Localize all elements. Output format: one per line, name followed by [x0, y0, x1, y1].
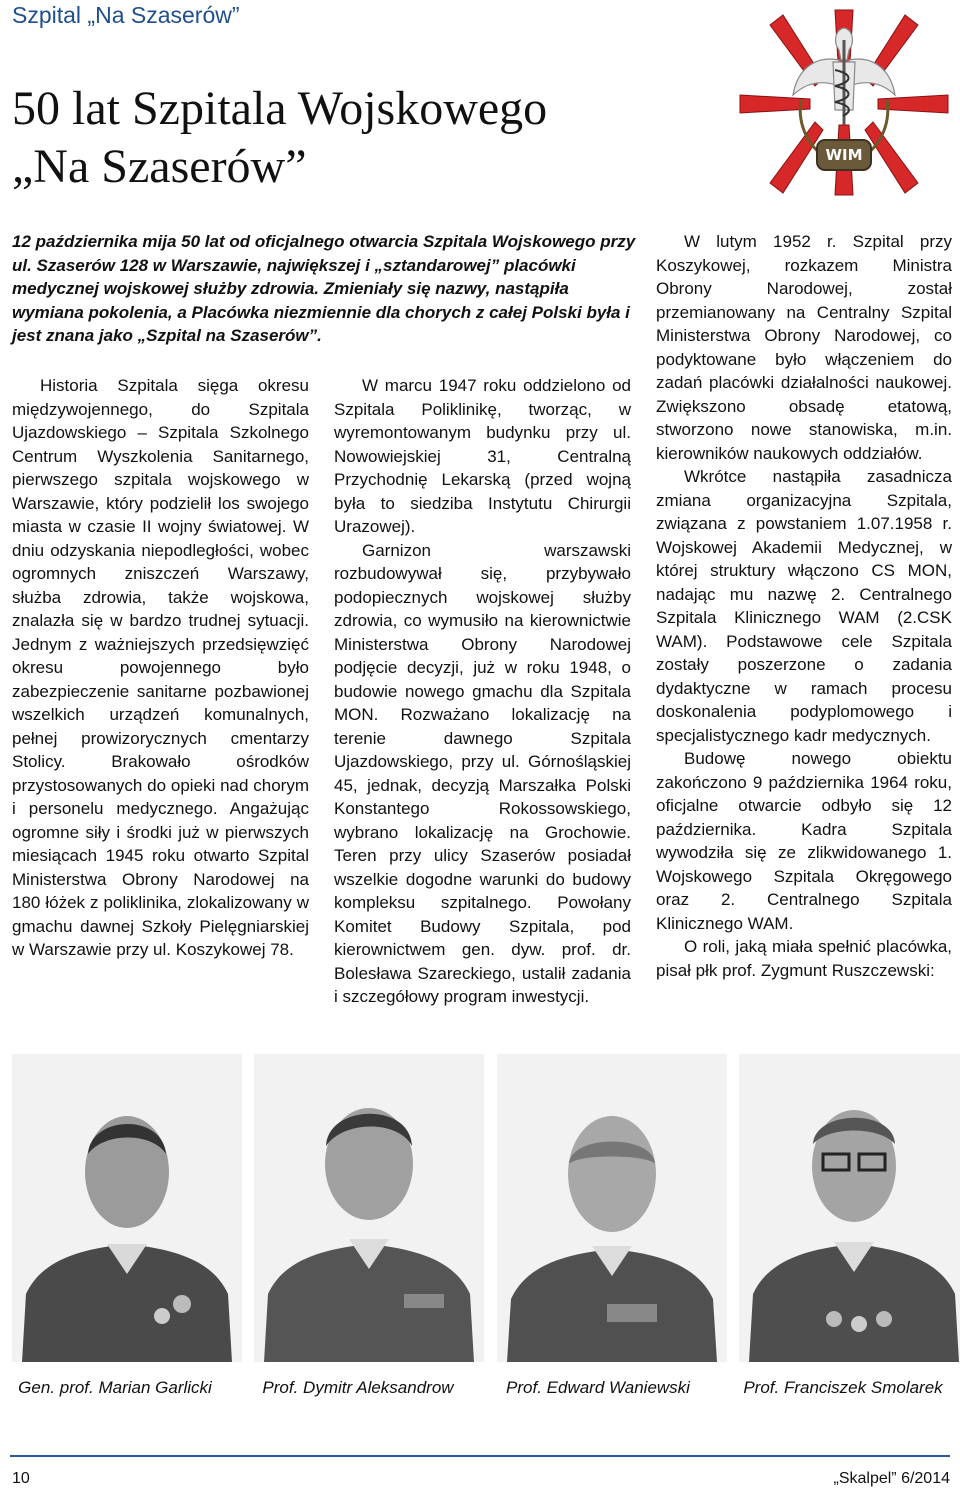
footer-divider [10, 1455, 950, 1457]
column-3 [656, 230, 952, 982]
portrait-photo-3 [497, 1054, 727, 1362]
portrait-photo-2 [254, 1054, 484, 1362]
headline-line-2: „Na Szaserów” [12, 140, 307, 193]
portrait-caption-3: Prof. Edward Waniewski [506, 1378, 690, 1397]
page-number: 10 [12, 1470, 30, 1487]
paragraph: W marcu 1947 roku oddzielono od Szpitala Poliklinikę, tworząc, w wyremontowanym budynku przy ul. Nowowiejskiej 31, Centralną Przychodnię Lekarską (przed wojną była to siedziba Instytutu Chirurgii Urazowej). [334, 376, 631, 536]
portrait-caption-4: Prof. Franciszek Smolarek [743, 1378, 943, 1397]
wim-emblem [735, 0, 953, 205]
paragraph: W lutym 1952 r. Szpital przy Koszykowej, rozkazem Ministra Obrony Narodowej, został przemianowany na Centralny Szpital Ministerstwa Obrony Narodowej, co podyktowane było włączeniem do zadań placówki działalności naukowej. Zwiększono obsadę etatową, stworzono nowe stanowiska, m.in. kierowników naukowych oddziałów. [656, 232, 952, 463]
headline-line-1: 50 lat Szpitala Wojskowego [12, 82, 548, 135]
lead-paragraph: 12 października mija 50 lat od oficjalnego otwarcia Szpitala Wojskowego przy ul. Szaserów 128 w Warszawie, największej i „sztandarowej” placówki medycznej wojskowej służby zdrowia. Zmieniały się nazwy, nastąpiła wymiana pokolenia, a Placówka niezmiennie dla chorych z całej Polski była i jest znana jako „Szpital na Szaserów”. [12, 232, 636, 345]
paragraph: Wkrótce nastąpiła zasadnicza zmiana organizacyjna Szpitala, związana z powstaniem 1.07.1958 r. Wojskowej Akademii Medycznej, w której struktury włączono CS MON, nadając mu nazwę 2. Centralnego Szpitala Klinicznego WAM (2.CSK WAM). Podstawowe cele Szpitala zostały poszerzone o zadania dydaktyczne w ramach procesu doskonalenia podyplomowego i specjalistycznego kadr medycznych. [656, 467, 952, 745]
portrait-photo-4 [739, 1054, 960, 1362]
section-title: Szpital „Na Szaserów” [12, 2, 240, 28]
column-1 [12, 374, 309, 962]
paragraph: Garnizon warszawski rozbudowywał się, przybywało podopiecznych wojskowej służby zdrowia, co wymusiło na kierownictwie Ministerstwa Obrony Narodowej podjęcie decyzji, już w roku 1948, o budowie nowego gmachu dla Szpitala MON. Rozważano lokalizację na terenie dawnego Szpitala Ujazdowskiego, przy ul. Górnośląskiej 45, jednak, decyzją Marszałka Polski Konstantego Rokossowskiego, wybrano lokalizację na Grochowie. Teren przy ulicy Szaserów posiadał wszelkie dogodne warunki do budowy kompleksu szpitalnego. Powołany Komitet Budowy Szpitala, pod kierownictwem gen. dyw. prof. dr. Bolesława Szareckiego, ustalił zadania i szczegółowy program inwestycji. [334, 540, 631, 1006]
emblem-text: WIM [825, 146, 863, 164]
paragraph: Budowę nowego obiektu zakończono 9 października 1964 roku, oficjalne otwarcie odbyło się 12 października. Kadra Szpitala wywodziła się ze zlikwidowanego 1. Wojskowego Szpitala Okręgowego oraz 2. Centralnego Szpitala Klinicznego WAM. [656, 749, 952, 933]
portrait-photo-1 [12, 1054, 242, 1362]
magazine-issue: „Skalpel” 6/2014 [833, 1470, 950, 1487]
paragraph: Historia Szpitala sięga okresu międzywojennego, do Szpitala Ujazdowskiego – Szpitala Szkolnego Centrum Wyszkolenia Sanitarnego, pierwszego szpitala wojskowego w Warszawie, który podzielił los swojego miasta w czasie II wojny światowej. W dniu odzyskania niepodległości, wobec ogromnych zniszczeń Warszawy, służba zdrowia, także wojskowa, znalazła się w bardzo trudnej sytuacji. Jednym z ważniejszych przedsięwzięć okresu powojennego było zabezpieczenie sanitarne pozbawionej wszelkich urządzeń komunalnych, pełnej prowizorycznych cmentarzy Stolicy. Brakowało ośrodków przystosowanych do opieki nad chorym i personelu medycznego. Angażując ogromne siły i środki już w pierwszych miesiącach 1945 roku otwarto Szpital Ministerstwa Obrony Narodowej na 180 łóżek z poliklinika, zlokalizowany w gmachu dawnej Szkoły Pielęgniarskiej w Warszawie przy ul. Koszykowej 78. [12, 376, 309, 959]
portrait-caption-2: Prof. Dymitr Aleksandrow [262, 1378, 454, 1397]
paragraph: O roli, jaką miała spełnić placówka, pisał płk prof. Zygmunt Ruszczewski: [656, 937, 952, 980]
column-2 [334, 374, 631, 1009]
headline [12, 80, 732, 196]
portrait-caption-1: Gen. prof. Marian Garlicki [18, 1378, 212, 1397]
